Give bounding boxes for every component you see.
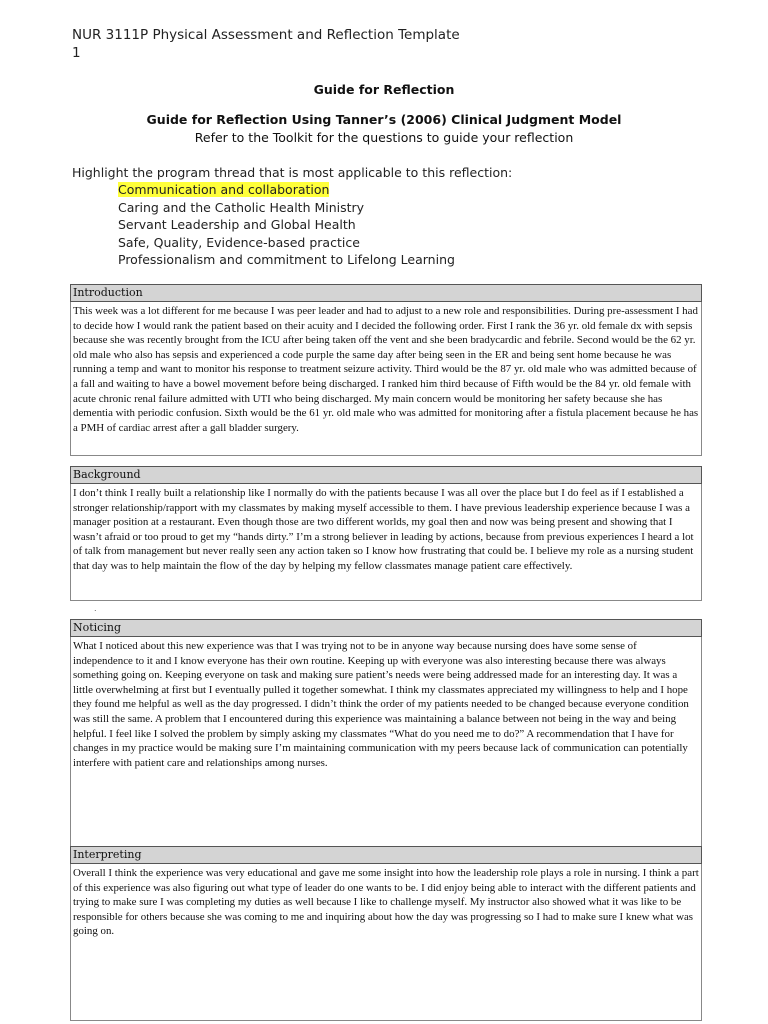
section-body: I don’t think I really built a relationship like I normally do with the patients because I was all over the place but I do feel as if I established a stronger relationship/rapport with my classmates by making myself accessible to them. I have previous leadership experience because I was a manager position at a restaurant. Even though those are two different worlds, my goal then and now was being present and showing that I wasn’t afraid or too proud to get my “hands dirty.” I’m a strong believer in leading by actions, because from previous experiences I heard a lot of talk from management but never really seen any action taken so I know how frustrating that could be. I believe my role as a nursing student that day was to help maintain the flow of the day by helping my fellow classmates manage patient care effectively. xyxy=(70,484,702,601)
section-heading: Introduction xyxy=(70,284,702,302)
toolkit-subtitle: Refer to the Toolkit for the questions to guide your reflection xyxy=(194,130,574,145)
section-body: What I noticed about this new experience was that I was trying not to be in anyone way because nursing does have some sense of independence to it and I know everyone has their own routine. Keeping up with everyone was also interesting because there was always something going on. Keeping everyone on task and making sure patient’s needs were being addressed made for an interesting day. It was a little overwhelming at first but I eventually pulled it together somewhat. I think my classmates appreciated my willingness to help and I hope they found me helpful as well as the day progressed. I didn’t think the order of my patients needed to be changed because everyone condition was still the same. A problem that I encountered during this experience was maintaining a balance between not being in the way and being helpful. I feel like I solved the problem by simply asking my classmates “What do you need me to do?” A recommendation that I have for changes in my practice would be making sure I’m maintaining communication with my peers because lack of communication can potentially interfere with patient care and relationships among nurses. xyxy=(70,637,702,849)
section-heading: Background xyxy=(70,466,702,484)
header-page-number: 1 xyxy=(72,45,81,61)
thread-item-caring: Caring and the Catholic Health Ministry xyxy=(118,199,365,215)
thread-item-professionalism: Professionalism and commitment to Lifelong Learning xyxy=(118,252,455,268)
guide-title: Guide for Reflection xyxy=(313,82,455,97)
header-title: NUR 3111P Physical Assessment and Reflection Template xyxy=(72,27,460,43)
section-introduction xyxy=(70,284,702,456)
section-interpreting xyxy=(70,846,702,1021)
section-heading: Noticing xyxy=(70,619,702,637)
document-header xyxy=(72,26,460,62)
thread-prompt: Highlight the program thread that is most applicable to this reflection: xyxy=(72,165,513,180)
section-body: This week was a lot different for me because I was peer leader and had to adjust to a new role and responsibilities. During pre-assessment I had to decide how I would rank the patient based on their acuity and I decided the following order. First I rank the 36 yr. old female dx with sepsis because she was recently brought from the ICU after being taken off the vent and she been bradycardic and febrile. Second would be the 62 yr. old male who also has sepsis and experienced a code purple the same day after being seen in the ER and being sent home because he was running a temp and want to monitor his response to treatment seizure activity. Third would be the 87 yr. old male who was admitted because of a fall and waiting to have a bowel movement before being discharged. I ranked him third because of Fifth would be the 84 yr. old female with acute chronic renal failure admitted with UTI who being discharged. My main concern would be monitoring her safety because she has dementia with periodic confusion. Sixth would be the 61 yr. old male who was admitted for monitoring after a fistula placement because he has a PMH of cardiac arrest after a gall bladder surgery. xyxy=(70,302,702,456)
stray-mark: . xyxy=(94,604,97,613)
section-background xyxy=(70,466,702,601)
thread-highlight: Communication and collaboration xyxy=(118,182,330,198)
program-thread-block xyxy=(72,164,512,268)
thread-item-safe-quality: Safe, Quality, Evidence-based practice xyxy=(118,234,360,250)
model-title: Guide for Reflection Using Tanner’s (2006) Clinical Judgment Model xyxy=(146,112,622,127)
thread-item-communication xyxy=(72,181,512,198)
thread-item-servant-leadership: Servant Leadership and Global Health xyxy=(118,217,356,233)
section-noticing xyxy=(70,619,702,849)
section-heading: Interpreting xyxy=(70,846,702,864)
section-body: Overall I think the experience was very educational and gave me some insight into how the leadership role plays a role in nursing. I think a part of this experience was also figuring out what type of leader do one wants to be. I did enjoy being able to interact with the different patients and trying to make sure I was completing my duties as well because I like to challenge myself. My instructor also showed what it was like to be responsible for others because she was coming to me and inquiring about how the day was progressing so I had to make sure I knew what was going on. xyxy=(70,864,702,1021)
